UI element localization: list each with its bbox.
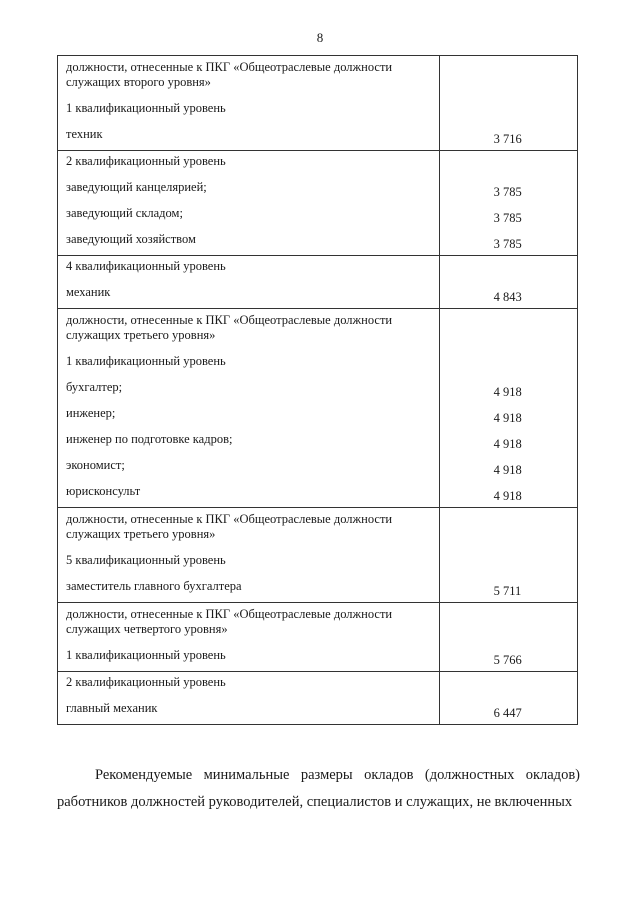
group-heading: должности, отнесенные к ПКГ «Общеотраслевые должности служащих третьего уровня»: [66, 512, 393, 541]
position-line: 1 квалификационный уровень: [66, 648, 226, 662]
position-cell: [58, 672, 440, 725]
group-heading: должности, отнесенные к ПКГ «Общеотраслевые должности служащих второго уровня»: [66, 60, 393, 89]
body-paragraph: [57, 762, 580, 816]
salary-value: 4 843: [493, 290, 522, 304]
position-line: экономист;: [66, 458, 125, 472]
salary-cell: [439, 56, 577, 151]
salary-value: 4 918: [493, 489, 522, 503]
position-line: юрисконсульт: [66, 484, 141, 498]
salary-value: 4 918: [493, 463, 522, 477]
salary-cell: [439, 603, 577, 672]
position-line: главный механик: [66, 701, 158, 715]
group-heading: должности, отнесенные к ПКГ «Общеотраслевые должности служащих третьего уровня»: [66, 313, 393, 342]
salary-value: 4 918: [493, 385, 522, 399]
position-line: бухгалтер;: [66, 380, 123, 394]
group-heading: должности, отнесенные к ПКГ «Общеотраслевые должности служащих четвертого уровня»: [66, 607, 393, 636]
table-row: [58, 151, 578, 256]
position-line: инженер;: [66, 406, 116, 420]
position-line: 2 квалификационный уровень: [66, 154, 226, 168]
salary-value: 3 785: [493, 211, 522, 225]
table-row: [58, 256, 578, 309]
position-line: 1 квалификационный уровень: [66, 101, 226, 115]
table-row: [58, 603, 578, 672]
table-row: [58, 309, 578, 508]
salary-table: [57, 55, 578, 725]
page-number: 8: [316, 30, 324, 45]
salary-value: 4 918: [493, 411, 522, 425]
position-line: 5 квалификационный уровень: [66, 553, 226, 567]
position-cell: [58, 603, 440, 672]
position-line: 2 квалификационный уровень: [66, 675, 226, 689]
position-cell: [58, 309, 440, 508]
salary-cell: [439, 672, 577, 725]
salary-value: 3 785: [493, 237, 522, 251]
position-line: заведующий складом;: [66, 206, 183, 220]
salary-cell: [439, 309, 577, 508]
position-cell: [58, 151, 440, 256]
position-line: механик: [66, 285, 111, 299]
position-line: техник: [66, 127, 103, 141]
table-row: [58, 508, 578, 603]
salary-cell: [439, 256, 577, 309]
table-body: [58, 56, 578, 725]
table-row: [58, 672, 578, 725]
salary-value: 4 918: [493, 437, 522, 451]
position-line: 4 квалификационный уровень: [66, 259, 226, 273]
salary-value: 6 447: [493, 706, 522, 720]
table-row: [58, 56, 578, 151]
position-line: 1 квалификационный уровень: [66, 354, 226, 368]
position-line: инженер по подготовке кадров;: [66, 432, 233, 446]
position-line: заведующий канцелярией;: [66, 180, 207, 194]
position-cell: [58, 508, 440, 603]
paragraph-line-2: работников должностей руководителей, специалистов и служащих, не включенных: [57, 794, 573, 810]
paragraph-line-1: Рекомендуемые минимальные размеры окладов (должностных окладов): [95, 767, 580, 783]
position-line: заведующий хозяйством: [66, 232, 196, 246]
salary-value: 3 785: [493, 185, 522, 199]
salary-cell: [439, 508, 577, 603]
salary-value: 5 766: [493, 653, 522, 667]
salary-value: 5 711: [493, 584, 522, 598]
position-cell: [58, 56, 440, 151]
position-line: заместитель главного бухгалтера: [66, 579, 242, 593]
position-cell: [58, 256, 440, 309]
salary-value: 3 716: [493, 132, 522, 146]
salary-cell: [439, 151, 577, 256]
